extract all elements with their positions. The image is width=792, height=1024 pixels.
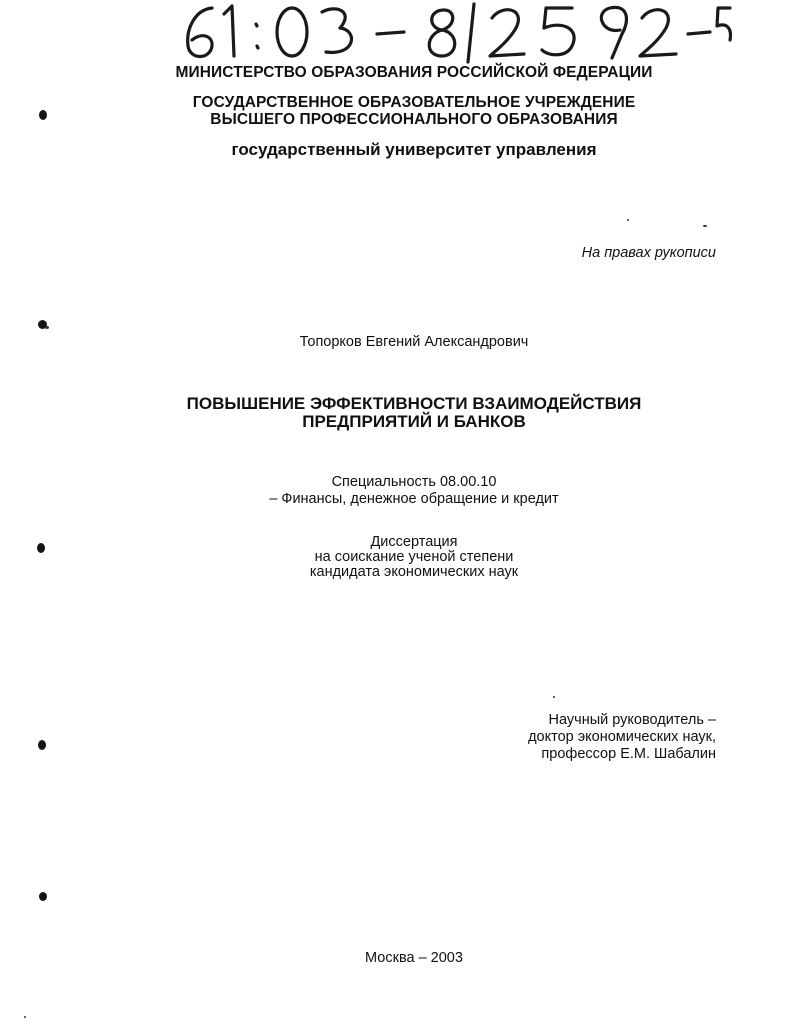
ministry-name: МИНИСТЕРСТВО ОБРАЗОВАНИЯ РОССИЙСКОЙ ФЕДЕРАЦИИ bbox=[175, 64, 653, 81]
university-name: государственный университет управления bbox=[231, 140, 597, 159]
rights-note: На правах рукописи bbox=[581, 245, 716, 261]
title-line-2: ПРЕДПРИЯТИЙ И БАНКОВ bbox=[302, 412, 526, 431]
degree-line-1: Диссертация bbox=[370, 534, 458, 550]
degree-block bbox=[18, 535, 792, 580]
scan-speck bbox=[24, 1016, 26, 1018]
handwritten-archive-number bbox=[172, 0, 732, 64]
punch-mark bbox=[39, 110, 47, 120]
institution-line-2: ВЫСШЕГО ПРОФЕССИОНАЛЬНОГО ОБРАЗОВАНИЯ bbox=[210, 111, 618, 128]
punch-mark bbox=[37, 543, 45, 553]
punch-mark bbox=[38, 740, 46, 750]
degree-line-3: кандидата экономических наук bbox=[309, 564, 519, 580]
supervisor-line-1: Научный руководитель – bbox=[548, 712, 716, 728]
scan-speck bbox=[553, 696, 555, 698]
specialty-code: Специальность 08.00.10 bbox=[331, 474, 497, 490]
supervisor-line-2: доктор экономических наук, bbox=[528, 729, 716, 745]
institution-name bbox=[18, 94, 792, 128]
title-line-1: ПОВЫШЕНИЕ ЭФФЕКТИВНОСТИ ВЗАИМОДЕЙСТВИЯ bbox=[186, 394, 642, 413]
city-year: Москва – 2003 bbox=[365, 950, 463, 966]
degree-line-2: на соискание ученой степени bbox=[314, 549, 514, 565]
specialty-block bbox=[18, 474, 792, 508]
punch-mark bbox=[39, 892, 47, 901]
supervisor-block bbox=[528, 712, 716, 763]
handwritten-number-drawing bbox=[172, 0, 732, 64]
scan-speck bbox=[45, 326, 49, 329]
dissertation-title bbox=[18, 395, 792, 431]
institution-line-1: ГОСУДАРСТВЕННОЕ ОБРАЗОВАТЕЛЬНОЕ УЧРЕЖДЕНИЕ bbox=[192, 94, 636, 111]
scan-speck bbox=[703, 225, 707, 227]
scan-speck bbox=[627, 219, 629, 221]
specialty-name: – Финансы, денежное обращение и кредит bbox=[269, 491, 559, 507]
supervisor-line-3: профессор Е.М. Шабалин bbox=[541, 746, 716, 762]
author-name: Топорков Евгений Александрович bbox=[299, 334, 529, 350]
